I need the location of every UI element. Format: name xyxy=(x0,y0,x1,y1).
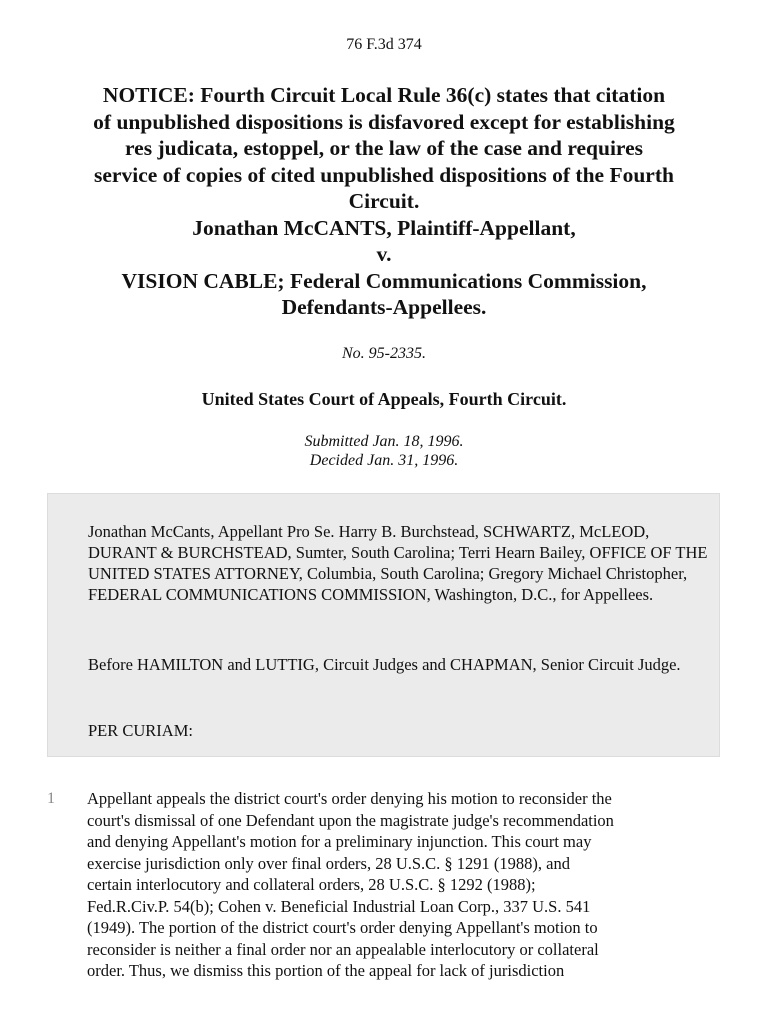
docket-number: No. 95-2335. xyxy=(342,345,426,362)
notice-line: Circuit. xyxy=(348,189,420,213)
paragraph-line: exercise jurisdiction only over final orders, 28 U.S.C. § 1291 (1988), and xyxy=(87,853,570,873)
notice-line: of unpublished dispositions is disfavored except for establishing xyxy=(93,109,675,134)
submitted-date: Submitted Jan. 18, 1996. xyxy=(304,433,464,450)
paragraph-line: and denying Appellant's motion for a preliminary injunction. This court may xyxy=(87,832,592,851)
case-dates xyxy=(0,432,768,470)
decided-date: Decided Jan. 31, 1996. xyxy=(309,452,459,469)
paragraph-line: Fed.R.Civ.P. 54(b); Cohen v. Beneficial Industrial Loan Corp., 337 U.S. 541 xyxy=(87,896,591,916)
paragraph-line: order. Thus, we dismiss this portion of the appeal for lack of jurisdiction xyxy=(87,961,565,980)
plaintiff-name: Jonathan McCANTS, Plaintiff-Appellant, xyxy=(192,215,576,240)
defendants-line: VISION CABLE; Federal Communications Commission, xyxy=(121,268,647,293)
paragraph-line: certain interlocutory and collateral orders, 28 U.S.C. § 1292 (1988); xyxy=(87,875,536,894)
paragraph-line: court's dismissal of one Defendant upon the magistrate judge's recommendation xyxy=(87,810,614,830)
versus: v. xyxy=(376,242,392,266)
paragraph-line: Appellant appeals the district court's order denying his motion to reconsider the xyxy=(87,789,612,808)
paragraph-line: reconsider is neither a final order nor an appealable interlocutory or collateral xyxy=(87,939,599,959)
counsel-text: Jonathan McCants, Appellant Pro Se. Harry B. Burchstead, SCHWARTZ, McLEOD, DURANT & BURCHSTEAD, Sumter, South Carolina; Terri Hearn Bailey, OFFICE OF THE UNITED STATES ATTORNEY, Columbia, South Carolina; Gregory Michael Christopher, FEDERAL COMMUNICATIONS COMMISSION, Washington, D.C., for Appellees. xyxy=(88,522,708,604)
notice-line: res judicata, estoppel, or the law of the case and requires xyxy=(125,136,643,160)
notice-line: NOTICE: Fourth Circuit Local Rule 36(c) states that citation xyxy=(102,83,666,107)
court-name: United States Court of Appeals, Fourth Circuit. xyxy=(201,389,567,409)
paragraph-number: 1 xyxy=(47,790,55,807)
paragraph-text xyxy=(87,788,727,982)
counsel-panel xyxy=(47,493,720,757)
paragraph-line: (1949). The portion of the district court's order denying Appellant's motion to xyxy=(87,918,598,937)
notice-line: service of copies of cited unpublished dispositions of the Fourth xyxy=(94,162,674,187)
case-heading xyxy=(30,82,738,321)
defendants-line: Defendants-Appellees. xyxy=(281,295,487,319)
judges-text: Before HAMILTON and LUTTIG, Circuit Judges and CHAPMAN, Senior Circuit Judge. xyxy=(88,655,681,674)
per-curiam: PER CURIAM: xyxy=(88,721,193,740)
case-citation: 76 F.3d 374 xyxy=(346,36,422,53)
